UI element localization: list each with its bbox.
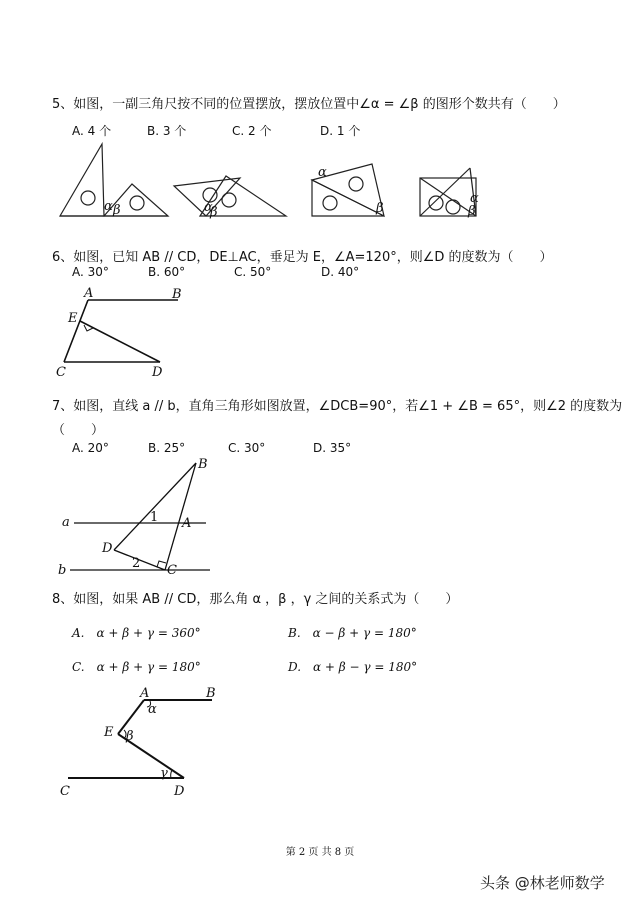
q8-option-c: C. α + β + γ = 180° (72, 660, 201, 674)
q6-option-a: A. 30° (72, 265, 109, 279)
q8-point-a: A (140, 686, 150, 701)
q8-point-e: E (104, 725, 114, 740)
q7-option-b: B. 25° (148, 441, 186, 455)
q6-stem: 6、如图，已知 AB // CD，DE⊥AC，垂足为 E，∠A=120°，则∠D 的度数为（ ） (52, 250, 553, 265)
q8-option-b: B. α − β + γ = 180° (288, 626, 417, 640)
q5-option-b: B. 3 个 (147, 124, 187, 138)
q6-point-e: E (68, 311, 78, 326)
q7-point-b: B (198, 457, 208, 472)
q6-point-c: C (56, 365, 66, 380)
q7-point-d: D (102, 541, 113, 556)
q5-fig1-alpha: α (104, 199, 113, 214)
q7-option-c: C. 30° (228, 441, 266, 455)
q8-point-d: D (174, 784, 185, 799)
q5-fig4-beta: β (468, 204, 476, 219)
q8-point-b: B (206, 686, 216, 701)
q5-option-a: A. 4 个 (72, 124, 112, 138)
q8-stem: 8、如图，如果 AB // CD，那么角 α ，β ，γ 之间的关系式为（ ） (52, 592, 459, 607)
q6-point-d: D (152, 365, 163, 380)
q8-option-d: D. α + β − γ = 180° (288, 660, 418, 674)
q8-angle-gamma: γ (160, 766, 168, 781)
q5-stem: 5、如图，一副三角尺按不同的位置摆放，摆放位置中∠α = ∠β 的图形个数共有（ ） (52, 97, 566, 112)
q7-option-d: D. 35° (313, 441, 352, 455)
q7-angle-2: 2 (132, 556, 141, 571)
q6-option-c: C. 50° (234, 265, 272, 279)
q7-paren: （ ） (52, 423, 105, 438)
q7-point-a: A (182, 516, 192, 531)
q5-fig2-alpha: α (204, 200, 213, 215)
q6-option-b: B. 60° (148, 265, 186, 279)
q5-fig3-beta: β (376, 201, 384, 216)
q8-option-a: A. α + β + γ = 360° (72, 626, 201, 640)
q7-line-b: b (58, 563, 67, 578)
q8-angle-alpha: α (148, 702, 157, 717)
page-footer: 第 2 页 共 8 页 (285, 847, 355, 858)
q5-fig3-alpha: α (318, 165, 327, 180)
q7-point-c: C (167, 563, 177, 578)
q7-line-a: a (62, 515, 70, 530)
q7-stem: 7、如图，直线 a // b，直角三角形如图放置，∠DCB=90°，若∠1 + ∠B = 65°，则∠2 的度数为 (52, 399, 623, 414)
q5-fig2-beta: β (210, 205, 218, 220)
q5-option-c: C. 2 个 (232, 124, 272, 138)
q5-option-d: D. 1 个 (320, 124, 361, 138)
q8-point-c: C (60, 784, 70, 799)
q5-fig1-beta: β (113, 203, 121, 218)
q6-point-a: A (84, 286, 94, 301)
q8-angle-beta: β (126, 729, 134, 744)
watermark: 头条 @林老师数学 (480, 874, 605, 892)
q7-angle-1: 1 (150, 510, 159, 525)
q5-fig4-alpha: α (470, 191, 479, 206)
q6-option-d: D. 40° (321, 265, 360, 279)
q7-option-a: A. 20° (72, 441, 109, 455)
q6-point-b: B (172, 287, 182, 302)
